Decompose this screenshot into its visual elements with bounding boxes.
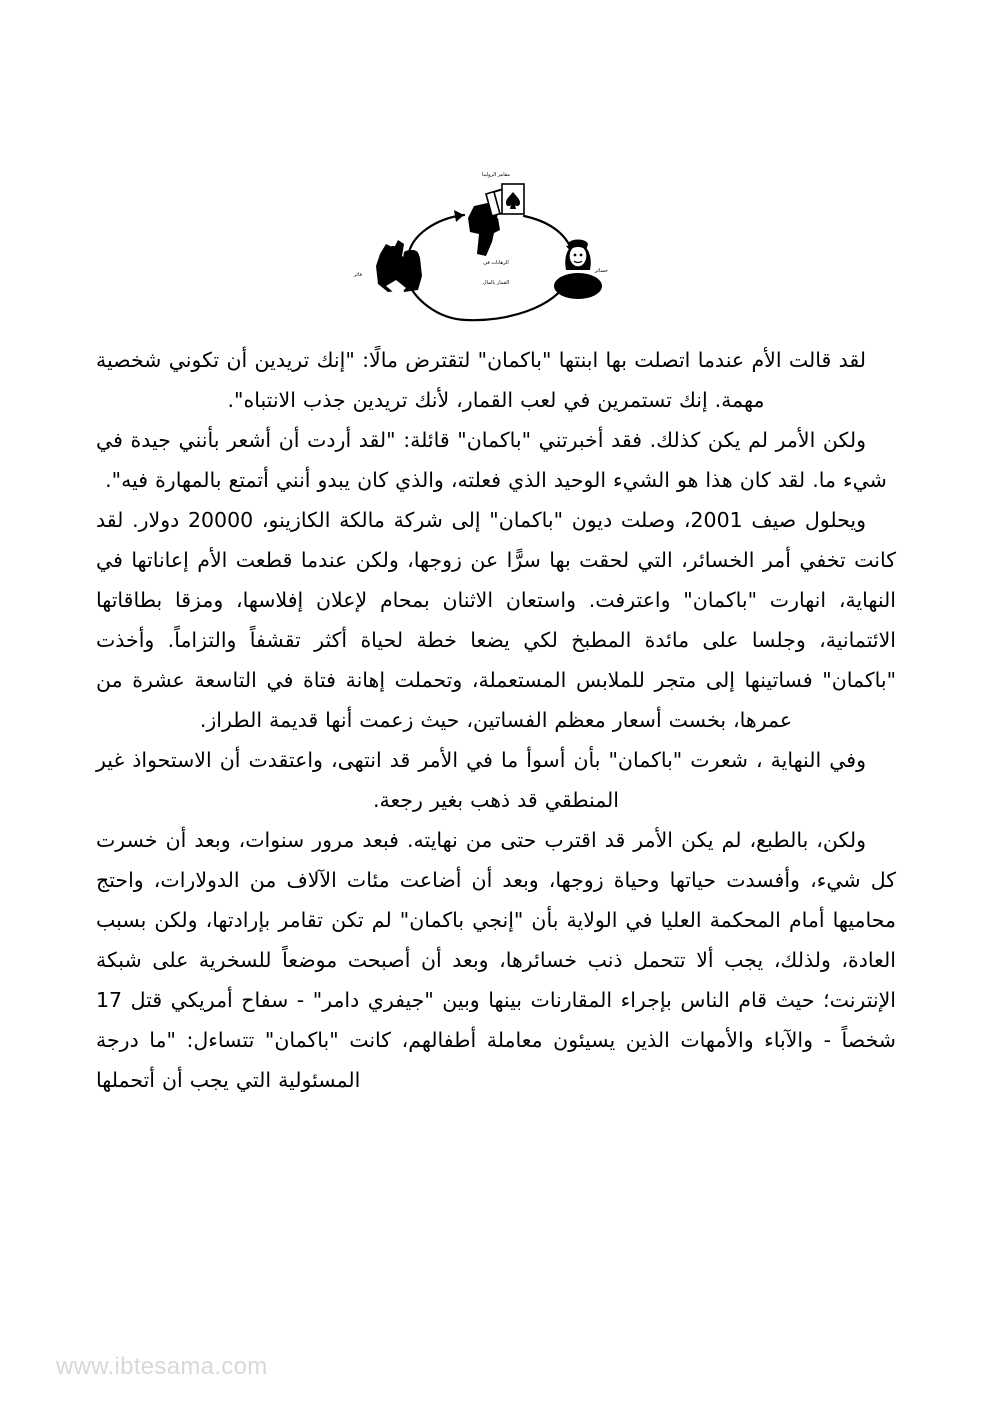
- article-body: [0, 340, 992, 1403]
- paragraph: ولكن، بالطبع، لم يكن الأمر قد اقترب حتى من نهايته. فبعد مرور سنوات، وبعد أن خسرت كل شيء، وأفسدت حياتها وحياة زوجها، وبعد أن أضاعت مئات الآلاف من الدولارات، واحتج محاميها أمام المحكمة العليا في الولاية بأن "إنجي باكمان" لم تكن تقامر بإرادتها، ولكن بسبب العادة، ولذلك، يجب ألا تتحمل ذنب خسائرها، وبعد أن أصبحت موضعاً للسخرية على شبكة الإنترنت؛ حيث قام الناس بإجراء المقارنات بينها وبين "جيفري دامر" - سفاح أمريكي قتل 17 شخصاً - والآباء والأمهات الذين يسيئون معاملة أطفالهم، كانت "باكمان" تتساءل: "ما درجة المسئولية التي يجب أن أتحملها: [96, 828, 896, 1092]
- site-watermark: www.ibtesama.com: [56, 1353, 268, 1380]
- paragraph: ولكن الأمر لم يكن كذلك. فقد أخبرتني "باكمان" قائلة: "لقد أردت أن أشعر بأنني جيدة في شيء ما. لقد كان هذا هو الشيء الوحيد الذي فعلته، والذي كان يبدو أنني أتمتع بالمهارة فيه".: [96, 428, 887, 492]
- figure-label-top: مقامر الرولينا: [482, 172, 510, 178]
- figure-label-left: فائز: [353, 272, 362, 278]
- figure-label-center-upper: الرهانات في: [483, 260, 509, 266]
- paragraph: ويحلول صيف 2001، وصلت ديون "باكمان" إلى شركة مالكة الكازينو، 20000 دولار. لقد كانت تخفي أمر الخسائر، التي لحقت بها سرًّا عن زوجها، ولكن عندما قطعت الأم إعاناتها في النهاية، انهارت "باكمان" واعترفت. واستعان الاثنان بمحام لإعلان إفلاسها، ومزقا بطاقاتها الائتمانية، وجلسا على مائدة المطبخ لكي يضعا خطة لحياة أكثر تقشفاً والتزاماً. وأخذت "باكمان" فساتينها إلى متجر للملابس المستعملة، وتحملت إهانة فتاة في التاسعة عشرة من عمرها، بخست أسعار معظم الفساتين، حيث زعمت أنها قديمة الطراز.: [96, 508, 896, 732]
- paragraph: وفي النهاية ، شعرت "باكمان" بأن أسوأ ما في الأمر قد انتهى، واعتقدت أن الاستحواذ غير المنطقي قد ذهب بغير رجعة.: [96, 748, 866, 812]
- figure-label-right: خسائر: [594, 268, 608, 274]
- figure-block: [0, 0, 992, 340]
- figure-label-center-lower: القمار بالمال: [482, 280, 510, 286]
- gambling-cycle-illustration: [346, 160, 646, 335]
- paragraph: لقد قالت الأم عندما اتصلت بها ابنتها "باكمان" لتقترض مالًا: "إنك تريدين أن تكوني شخصية مهمة. إنك تستمرين في لعب القمار، لأنك تريدين جذب الانتباه".: [96, 348, 866, 412]
